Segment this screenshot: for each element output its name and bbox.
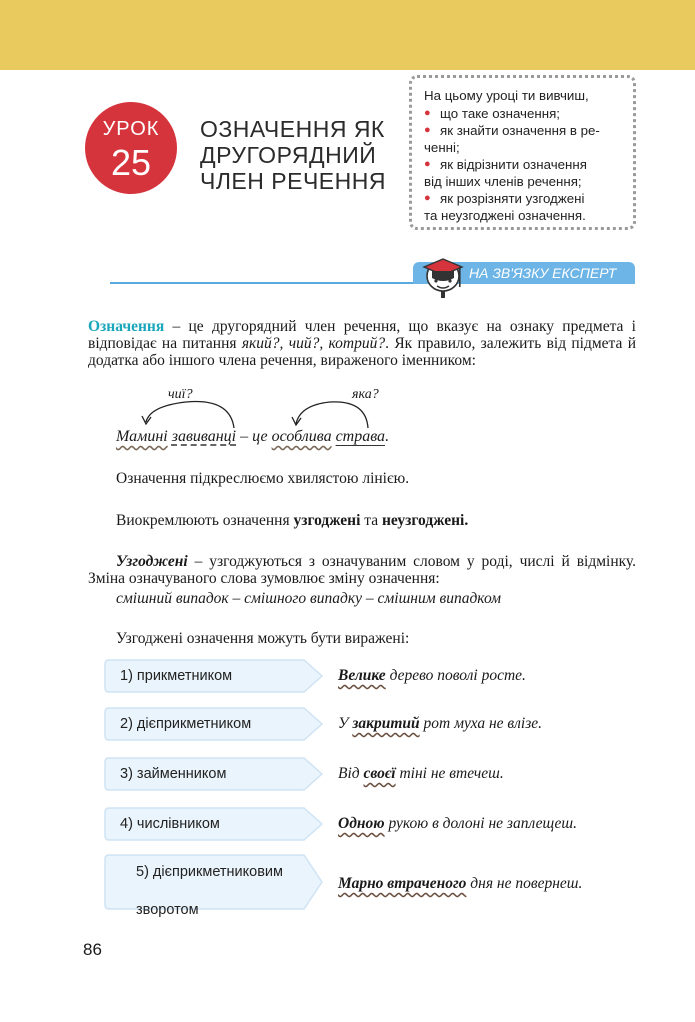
- goal-item: ● як відрізнити означення від інших членів речення;: [424, 156, 623, 190]
- top-color-bar: [0, 0, 695, 70]
- title-line-2: ДРУГОРЯДНИЙ: [200, 142, 377, 168]
- question-whose: чиї?: [168, 387, 193, 402]
- agreed-paragraph: Узгоджені – узгоджуються з означуваним словом у роді, числі й відмінку. Зміна означуваного слова зумовлює зміну означення:: [88, 553, 636, 587]
- division-sentence: Виокремлюють означення узгоджені та неузгоджені.: [116, 512, 469, 529]
- lesson-word: УРОК: [102, 118, 160, 140]
- kind-numeral: 4) числівником: [104, 807, 324, 841]
- definition-paragraph: Означення – це другорядний член речення, що вказує на ознаку предмета і відповідає на питання який?, чий?, котрий?. Як правило, залежить від підмета й додатка або іншого члена речення, вираженого іменником:: [88, 318, 636, 369]
- goals-heading: На цьому уроці ти вивчиш,: [424, 88, 589, 103]
- question-which: яка?: [352, 387, 379, 402]
- goal-item: ● як знайти означення в ре- ченні;: [424, 122, 623, 156]
- graduation-cap-icon: [420, 254, 466, 300]
- wavy-line-rule: Означення підкреслюємо хвилястою лінією.: [116, 470, 410, 487]
- term-definition: Означення: [88, 318, 165, 335]
- section-divider: [110, 282, 415, 284]
- title-line-3: ЧЛЕН РЕЧЕННЯ: [200, 168, 386, 194]
- agreed-example: смішний випадок – смішного випадку – смішним випадком: [116, 590, 502, 607]
- kind-participial-phrase: 5) дієприкметниковим зворотом: [104, 854, 324, 910]
- example-sentence: Мамині завиванці – це особлива страва.: [116, 428, 390, 445]
- kind-example: У закритий рот муха не влізе.: [338, 715, 542, 732]
- goal-item: ● що таке означення;: [424, 105, 623, 122]
- kind-example: Велике дерево поволі росте.: [338, 667, 526, 684]
- lesson-title: [200, 116, 400, 194]
- kind-pronoun: 3) займенником: [104, 757, 324, 791]
- goal-item: ● як розрізняти узгоджені та неузгоджені означення.: [424, 190, 623, 224]
- expressed-intro: Узгоджені означення можуть бути виражені:: [116, 630, 410, 647]
- kind-example: Одною рукою в долоні не заплещеш.: [338, 815, 578, 832]
- page-number: 86: [83, 940, 102, 959]
- title-line-1: ОЗНАЧЕННЯ ЯК: [200, 116, 385, 142]
- kind-participle: 2) дієприкметником: [104, 707, 324, 741]
- lesson-badge: [85, 102, 177, 194]
- lesson-number: 25: [110, 142, 152, 183]
- kind-adjective: 1) прикметником: [104, 659, 324, 693]
- kind-example: Марно втраченого дня не повернеш.: [338, 875, 583, 892]
- question-arrows: [120, 392, 430, 432]
- expert-tab: НА ЗВ'ЯЗКУ ЕКСПЕРТ: [413, 262, 635, 284]
- lesson-goals-box: [409, 75, 636, 230]
- kind-example: Від своєї тіні не втечеш.: [338, 765, 504, 782]
